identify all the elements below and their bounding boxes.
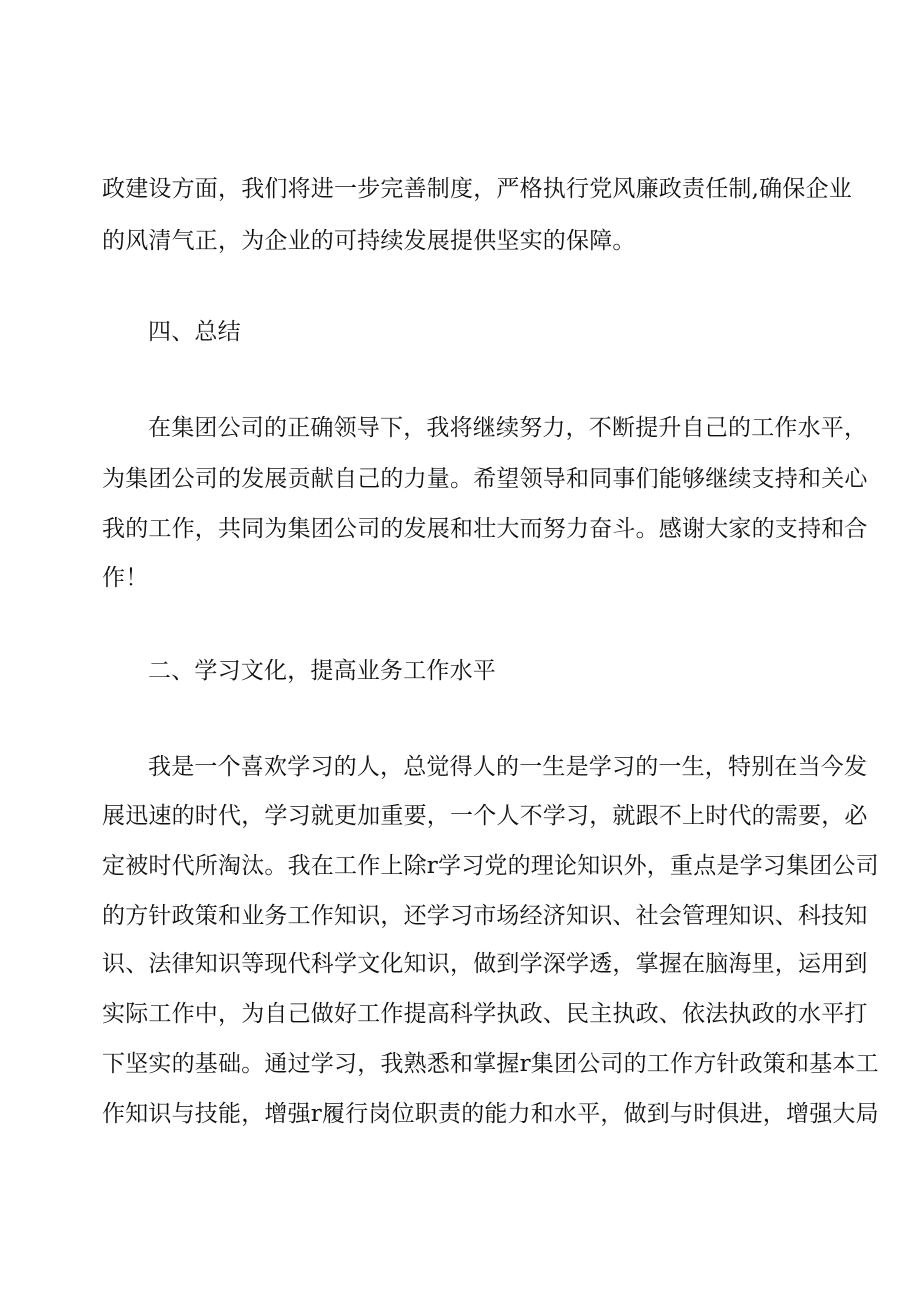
paragraph-3-line-3: 定被时代所淘汰。我在工作上除r学习党的理论知识外，重点是学习集团公司 xyxy=(102,853,879,879)
paragraph-1-line-1: 政建设方面，我们将进一步完善制度，严格执行党风廉政责任制,确保企业 xyxy=(102,176,852,202)
paragraph-3-line-2: 展迅速的时代，学习就更加重要，一个人不学习，就跟不上时代的需要，必 xyxy=(102,803,868,829)
section-heading-study: 二、学习文化，提高业务工作水平 xyxy=(148,658,496,684)
paragraph-3-line-5: 识、法律知识等现代科学文化知识，做到学深学透，掌握在脑海里，运用到 xyxy=(102,951,868,977)
paragraph-2-line-3: 我的工作，共同为集团公司的发展和壮大而努力奋斗。感谢大家的支持和合 xyxy=(102,516,868,542)
paragraph-3-line-7: 下坚实的基础。通过学习，我熟悉和掌握r集团公司的工作方针政策和基本工 xyxy=(102,1051,879,1077)
paragraph-1-line-2: 的风清气正，为企业的可持续发展提供坚实的保障。 xyxy=(102,228,636,254)
paragraph-3-line-6: 实际工作中，为自己做好工作提高科学执政、民主执政、依法执政的水平打 xyxy=(102,1001,868,1027)
paragraph-2-line-4: 作！ xyxy=(102,565,149,591)
paragraph-3-line-1: 我是一个喜欢学习的人，总觉得人的一生是学习的一生，特别在当今发 xyxy=(148,754,868,780)
paragraph-2-line-1: 在集团公司的正确领导下，我将继续努力，不断提升自己的工作水平， xyxy=(148,415,868,441)
paragraph-2-line-2: 为集团公司的发展贡献自己的力量。希望领导和同事们能够继续支持和关心 xyxy=(102,466,868,492)
section-heading-summary: 四、总结 xyxy=(148,319,241,345)
paragraph-3-line-4: 的方针政策和业务工作知识，还学习市场经济知识、社会管理知识、科技知 xyxy=(102,903,868,929)
paragraph-3-line-8: 作知识与技能，增强r履行岗位职责的能力和水平，做到与时俱进，增强大局 xyxy=(102,1101,879,1127)
